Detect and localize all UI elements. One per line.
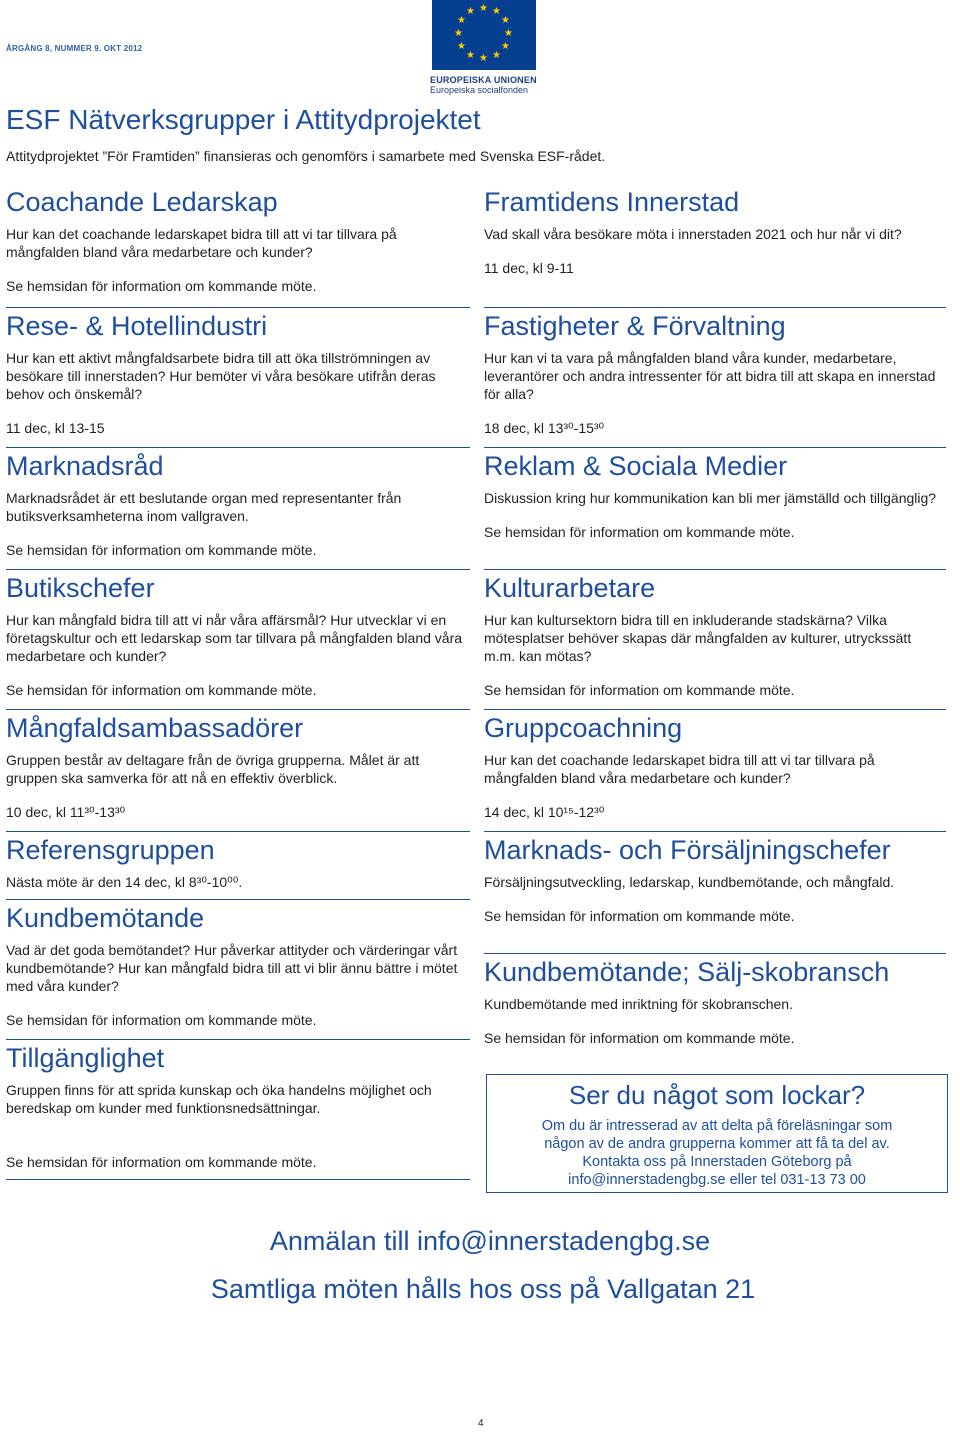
- section-fastigheter-forvaltning: [484, 309, 946, 437]
- section-heading: Marknadsråd: [6, 451, 164, 481]
- section-heading: Marknads- och Försäljningschefer: [484, 835, 891, 865]
- section-body: Hur kan mångfald bidra till att vi når våra affärsmål? Hur utvecklar vi en företagskultur och ett ledarskap som tar tillvara på mångfalden bland våra medarbetare och kunder?: [6, 612, 463, 664]
- section-body: Marknadsrådet är ett beslutande organ med representanter från butiksverksamheterna inom vallgraven.: [6, 490, 402, 524]
- section-heading: Reklam & Sociala Medier: [484, 451, 788, 481]
- section-meta: 14 dec, kl 10¹⁵-12³⁰: [484, 804, 605, 820]
- divider: [6, 899, 470, 900]
- section-heading: Rese- & Hotellindustri: [6, 311, 268, 341]
- section-meta: Se hemsidan för information om kommande möte.: [484, 908, 795, 924]
- divider: [6, 709, 470, 710]
- divider: [484, 709, 946, 710]
- intro-text: Attitydprojektet ”För Framtiden” finansieras och genomförs i samarbete med Svenska ESF-rådet.: [6, 148, 606, 164]
- section-body: Gruppen består av deltagare från de övriga grupperna. Målet är att gruppen ska samverka för att nå en effektiv överblick.: [6, 752, 420, 786]
- eu-logo-line2: Europeiska socialfonden: [430, 85, 529, 95]
- section-body: Hur kan kultursektorn bidra till en inkluderande stadskärna? Vilka mötesplatser behöver skapas där mångfalden av kulturer, utryckssätt m.m. kan mötas?: [484, 612, 912, 664]
- divider: [484, 307, 946, 308]
- section-heading: Kulturarbetare: [484, 573, 656, 603]
- divider: [484, 953, 946, 954]
- callout-heading: Ser du något som lockar?: [568, 1080, 866, 1110]
- divider: [484, 447, 946, 448]
- section-gruppcoachning: [484, 711, 946, 821]
- divider: [6, 1179, 470, 1180]
- section-reklam-sociala-medier: [484, 449, 946, 541]
- section-heading: Coachande Ledarskap: [6, 187, 278, 217]
- section-heading: Kundbemötande; Sälj-skobransch: [484, 957, 890, 987]
- section-meta: 10 dec, kl 11³⁰-13³⁰: [6, 804, 126, 820]
- section-body: Hur kan det coachande ledarskapet bidra till att vi tar tillvara på mångfalden bland våra medarbetare och kunder?: [484, 752, 875, 786]
- section-meta: Se hemsidan för information om kommande möte.: [6, 682, 317, 698]
- eu-logo: [430, 0, 538, 95]
- section-heading: Tillgänglighet: [6, 1043, 165, 1073]
- section-meta: Se hemsidan för information om kommande möte.: [484, 1030, 795, 1046]
- section-heading: Fastigheter & Förvaltning: [484, 311, 786, 341]
- section-heading: Gruppcoachning: [484, 713, 683, 743]
- divider: [484, 831, 946, 832]
- section-body: Diskussion kring hur kommunikation kan bli mer jämställd och tillgänglig?: [484, 490, 937, 506]
- section-body: Hur kan det coachande ledarskapet bidra till att vi tar tillvara på mångfalden bland våra medarbetare och kunder?: [6, 226, 397, 260]
- section-body: Hur kan ett aktivt mångfaldsarbete bidra till att öka tillströmningen av besökare till innerstaden? Hur bemöter vi våra besökare utifrån deras behov och önskemål?: [6, 350, 436, 402]
- callout-box: [486, 1074, 948, 1193]
- callout-body: [487, 1117, 947, 1189]
- section-marknadsrad: [6, 449, 470, 559]
- section-meta: Se hemsidan för information om kommande möte.: [484, 524, 795, 540]
- section-marknads-forsaljningschefer: [484, 833, 946, 925]
- section-tillganglighet: [6, 1041, 470, 1171]
- section-kulturarbetare: [484, 571, 946, 699]
- section-coachande-ledarskap: [6, 185, 470, 295]
- signup-line[interactable]: Anmälan till info@innerstadengbg.se: [269, 1226, 711, 1256]
- section-meta: 11 dec, kl 9-11: [484, 260, 574, 276]
- section-butikschefer: [6, 571, 470, 699]
- section-meta: Se hemsidan för information om kommande möte.: [6, 542, 317, 558]
- eu-flag-icon: ★ ★ ★ ★ ★ ★ ★ ★ ★ ★ ★ ★: [432, 0, 536, 70]
- section-body: Försäljningsutveckling, ledarskap, kundbemötande, och mångfald.: [484, 874, 895, 890]
- section-kundbemotande: [6, 901, 470, 1029]
- section-heading: Mångfaldsambassadörer: [6, 713, 304, 743]
- section-body: Vad är det goda bemötandet? Hur påverkar attityder och värderingar vårt kundbemötande? Hur kan mångfald bidra till att vi blir ännu bättre i mötet med våra kunder?: [6, 942, 458, 994]
- section-body: Gruppen finns för att sprida kunskap och öka handelns möjlighet och beredskap om kunder med funktionsnedsättningar.: [6, 1082, 432, 1116]
- eu-logo-line1: EUROPEISKA UNIONEN: [430, 75, 537, 85]
- issue-label: ÅRGÅNG 8, NUMMER 9. OKT 2012: [6, 44, 143, 53]
- divider: [6, 307, 470, 308]
- section-mangfaldsambassadorer: [6, 711, 470, 821]
- section-body: Kundbemötande med inriktning för skobranschen.: [484, 996, 793, 1012]
- section-meta: 11 dec, kl 13-15: [6, 420, 105, 436]
- callout-line: någon av de andra grupperna kommer att få ta del av.: [544, 1136, 890, 1152]
- section-meta: Se hemsidan för information om kommande möte.: [484, 682, 795, 698]
- section-meta: 18 dec, kl 13³⁰-15³⁰: [484, 420, 605, 436]
- section-heading: Kundbemötande: [6, 903, 205, 933]
- callout-contact[interactable]: info@innerstadengbg.se eller tel 031-13 73 00: [568, 1172, 866, 1188]
- section-heading: Referensgruppen: [6, 835, 215, 865]
- section-body: Nästa möte är den 14 dec, kl 8³⁰-10⁰⁰.: [6, 874, 243, 890]
- section-meta: Se hemsidan för information om kommande möte.: [6, 1012, 317, 1028]
- divider: [6, 1039, 470, 1040]
- divider: [6, 831, 470, 832]
- page-number: 4: [478, 1418, 484, 1429]
- divider: [6, 447, 470, 448]
- section-meta: Se hemsidan för information om kommande möte.: [6, 278, 317, 294]
- section-body: Vad skall våra besökare möta i innerstaden 2021 och hur når vi dit?: [484, 226, 902, 242]
- location-line: Samtliga möten hålls hos oss på Vallgatan 21: [210, 1274, 756, 1304]
- section-body: Hur kan vi ta vara på mångfalden bland våra kunder, medarbetare, leverantörer och andra intressenter för att bidra till att skapa en innerstad för alla?: [484, 350, 936, 402]
- section-rese-hotellindustri: [6, 309, 470, 437]
- divider: [6, 569, 470, 570]
- page-title: ESF Nätverksgrupper i Attitydprojektet: [6, 104, 481, 135]
- callout-line: Kontakta oss på Innerstaden Göteborg på: [582, 1154, 852, 1170]
- callout-line: Om du är intresserad av att delta på föreläsningar som: [541, 1118, 893, 1134]
- divider: [484, 569, 946, 570]
- section-meta: Se hemsidan för information om kommande möte.: [6, 1154, 317, 1170]
- section-kundbemotande-sko: [484, 955, 946, 1047]
- section-heading: Butikschefer: [6, 573, 155, 603]
- section-heading: Framtidens Innerstad: [484, 187, 740, 217]
- section-referensgruppen: [6, 833, 470, 891]
- section-framtidens-innerstad: [484, 185, 946, 277]
